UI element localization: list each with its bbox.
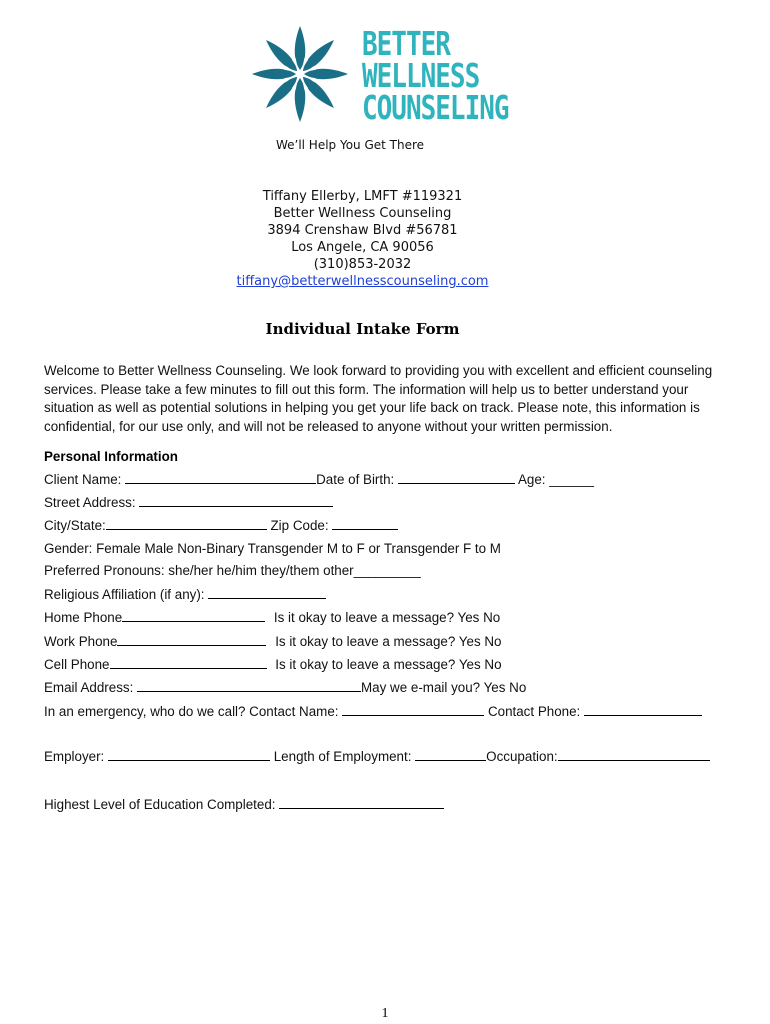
zip-field[interactable]: [332, 517, 398, 530]
cell-phone-field[interactable]: [110, 656, 267, 669]
religion-field[interactable]: [208, 586, 326, 599]
page-number: 1: [381, 1006, 389, 1021]
therapist-name: Tiffany Ellerby, LMFT #119321: [262, 189, 463, 204]
age-label: Age: ______: [517, 472, 594, 487]
gender-row[interactable]: Gender: Female Male Non-Binary Transgender M to F or Transgender F to M: [44, 541, 501, 556]
dob-field[interactable]: [398, 471, 515, 484]
email-label: Email Address:: [44, 680, 138, 695]
employment-row: [44, 748, 710, 764]
brand-line-1: BETTER: [362, 26, 450, 64]
brand-line-2: WELLNESS: [362, 58, 480, 96]
home-phone-label: Home Phone: [44, 610, 123, 625]
contact-phone-label: Contact Phone:: [487, 704, 584, 719]
brand-line-3: COUNSELING: [362, 90, 509, 128]
intro-paragraph: Welcome to Better Wellness Counseling. We look forward to providing you with excellent and efficient counseling services. Please take a few minutes to fill out this form. The information will help us to better understand your situation as well as potential solutions in helping you get your life back on track. Please note, this information is confidential, for our use only, and will not be released to anyone without your written permission.: [44, 363, 713, 434]
occupation-label: Occupation:: [486, 749, 558, 764]
religion-label: Religious Affiliation (if any):: [44, 587, 209, 602]
contact-phone-field[interactable]: [584, 703, 702, 716]
dob-label: Date of Birth:: [316, 472, 398, 487]
work-phone-label: Work Phone: [44, 634, 118, 649]
address-line-2: Los Angele, CA 90056: [291, 240, 434, 255]
work-message-option[interactable]: Is it okay to leave a message? Yes No: [275, 634, 502, 649]
client-name-field[interactable]: [125, 471, 316, 484]
cell-message-option[interactable]: Is it okay to leave a message? Yes No: [275, 657, 502, 672]
zip-label: Zip Code:: [266, 518, 333, 533]
employer-field[interactable]: [108, 748, 270, 761]
city-row: [44, 517, 398, 533]
section-heading: Personal Information: [44, 449, 178, 464]
city-state-field[interactable]: [106, 517, 267, 530]
email-link[interactable]: tiffany@betterwellnesscounseling.com: [236, 274, 489, 289]
phone-number: (310)853-2032: [313, 257, 412, 272]
street-label: Street Address:: [44, 495, 140, 510]
education-label: Highest Level of Education Completed:: [44, 797, 280, 812]
occupation-field[interactable]: [558, 748, 710, 761]
home-phone-row: [44, 609, 500, 625]
education-field[interactable]: [279, 796, 444, 809]
form-title: Individual Intake Form: [265, 320, 460, 338]
flower-logo-icon: [248, 22, 352, 126]
email-row: [44, 679, 526, 695]
client-name-label: Client Name:: [44, 472, 126, 487]
employer-label: Employer:: [44, 749, 108, 764]
emergency-row: [44, 703, 702, 719]
work-phone-field[interactable]: [117, 633, 266, 646]
education-row: [44, 796, 444, 812]
address-line-1: 3894 Crenshaw Blvd #56781: [267, 223, 458, 238]
length-label: Length of Employment:: [273, 749, 416, 764]
email-field[interactable]: [137, 679, 361, 692]
street-row: [44, 494, 333, 510]
practice-name: Better Wellness Counseling: [273, 206, 452, 221]
street-field[interactable]: [139, 494, 333, 507]
home-phone-field[interactable]: [122, 609, 265, 622]
length-field[interactable]: [415, 748, 486, 761]
pronouns-row[interactable]: Preferred Pronouns: she/her he/him they/them other_________: [44, 563, 421, 578]
cell-phone-row: [44, 656, 502, 672]
emergency-label: In an emergency, who do we call? Contact Name:: [44, 704, 343, 719]
home-message-option[interactable]: Is it okay to leave a message? Yes No: [273, 610, 501, 625]
city-state-label: City/State:: [44, 518, 106, 533]
work-phone-row: [44, 633, 501, 649]
email-permission-option[interactable]: May we e-mail you? Yes No: [361, 680, 527, 695]
emergency-name-field[interactable]: [342, 703, 484, 716]
religion-row: [44, 586, 326, 602]
client-name-row: [44, 471, 594, 487]
tagline: We’ll Help You Get There: [275, 138, 425, 152]
cell-phone-label: Cell Phone: [44, 657, 110, 672]
